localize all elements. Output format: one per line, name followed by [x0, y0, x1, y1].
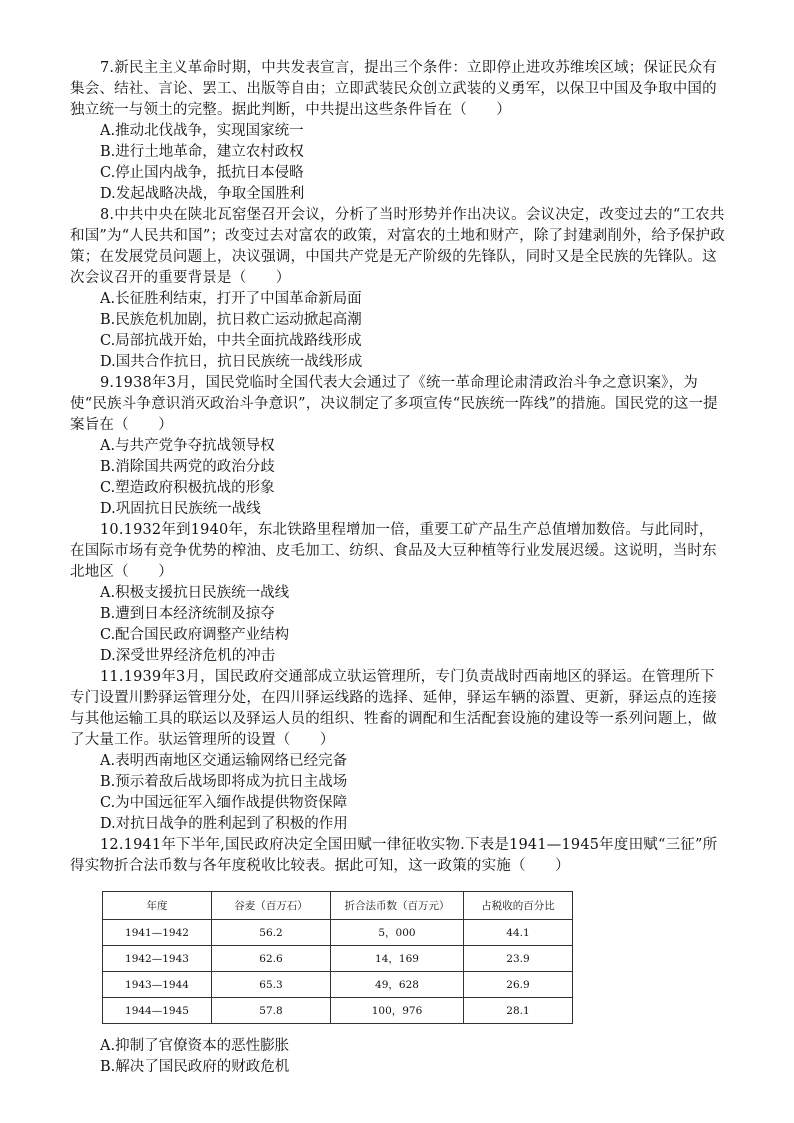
option-b: B.进行土地革命，建立农村政权 — [100, 144, 304, 160]
question-11 — [70, 667, 726, 835]
question-stem: 9.1938年3月，国民党临时全国代表大会通过了《统一革命理论肃清政治斗争之意识案》，为使“民族斗争意识消灭政治斗争意识”，决议制定了多项宣传“民族统一阵线”的措施。国民党的这一提案旨在（ ） — [70, 375, 718, 433]
option-d: D.深受世界经济危机的冲击 — [100, 648, 276, 664]
table-cell: 1942—1943 — [103, 946, 212, 972]
question-9 — [70, 373, 726, 520]
option-d: D.国共合作抗日，抗日民族统一战线形成 — [100, 354, 363, 370]
table-cell: 56.2 — [212, 920, 331, 946]
question-stem: 8.中共中央在陕北瓦窑堡召开会议，分析了当时形势并作出决议。会议决定，改变过去的“工农共和国”为“人民共和国”；改变过去对富农的政策，对富农的土地和财产，除了封建剥削外，给予保护政策；在发展党员问题上，决议强调，中国共产党是无产阶级的先锋队，同时又是全民族的先锋队。这次会议召开的重要背景是（ ） — [70, 207, 725, 286]
option-a: A.抑制了官僚资本的恶性膨胀 — [100, 1038, 290, 1054]
question-stem: 10.1932年到1940年，东北铁路里程增加一倍，重要工矿产品生产总值增加数倍。与此同时，在国际市场有竞争优势的榨油、皮毛加工、纺织、食品及大豆种植等行业发展迟缓。这说明，当时东北地区（ ） — [70, 522, 717, 580]
table-cell: 1941—1942 — [103, 920, 212, 946]
table-cell: 28.1 — [464, 998, 573, 1024]
table-row — [103, 920, 573, 946]
option-c: C.为中国远征军入缅作战提供物资保障 — [100, 795, 348, 811]
table-header-row — [103, 892, 573, 920]
question-8 — [70, 205, 726, 373]
table-row — [103, 998, 573, 1024]
option-c: C.停止国内战争，抵抗日本侵略 — [100, 165, 304, 181]
option-d: D.对抗日战争的胜利起到了积极的作用 — [100, 816, 348, 832]
table-cell: 1943—1944 — [103, 972, 212, 998]
option-b: B.预示着敌后战场即将成为抗日主战场 — [100, 774, 348, 790]
option-a: A.长征胜利结束，打开了中国革命新局面 — [100, 291, 362, 307]
option-b: B.遭到日本经济统制及掠夺 — [100, 606, 275, 622]
table-cell: 5，000 — [331, 920, 464, 946]
table-header-cell: 年度 — [103, 892, 212, 920]
table-header-cell: 折合法币数（百万元） — [331, 892, 464, 920]
option-c: C.塑造政府积极抗战的形象 — [100, 480, 275, 496]
exam-page — [70, 58, 726, 1078]
question-stem: 11.1939年3月，国民政府交通部成立驮运管理所，专门负责战时西南地区的驿运。在管理所下专门设置川黔驿运管理分处，在四川驿运线路的选择、延伸，驿运车辆的添置、更新，驿运点的连接与其他运输工具的联运以及驿运人员的组织、牲畜的调配和生活配套设施的建设等一系列问题上，做了大量工作。驮运管理所的设置（ ） — [70, 669, 717, 748]
table-header-cell: 占税收的百分比 — [464, 892, 573, 920]
option-a: A.积极支援抗日民族统一战线 — [100, 585, 290, 601]
table-row — [103, 946, 573, 972]
option-d: D.巩固抗日民族统一战线 — [100, 501, 261, 517]
option-b: B.民族危机加剧，抗日救亡运动掀起高潮 — [100, 312, 362, 328]
table-cell: 14，169 — [331, 946, 464, 972]
table-cell: 44.1 — [464, 920, 573, 946]
table-cell: 57.8 — [212, 998, 331, 1024]
question-stem: 12.1941年下半年,国民政府决定全国田赋一律征收实物.下表是1941—1945年度田赋“三征”所得实物折合法币数与各年度税收比较表。据此可知，这一政策的实施（ ） — [70, 837, 718, 874]
option-a: A.与共产党争夺抗战领导权 — [100, 438, 275, 454]
option-c: C.配合国民政府调整产业结构 — [100, 627, 290, 643]
table-header-cell: 谷麦（百万石） — [212, 892, 331, 920]
table-cell: 100，976 — [331, 998, 464, 1024]
table-cell: 62.6 — [212, 946, 331, 972]
table-row — [103, 972, 573, 998]
option-a: A.推动北伐战争，实现国家统一 — [100, 123, 304, 139]
option-c: C.局部抗战开始，中共全面抗战路线形成 — [100, 333, 362, 349]
question-7 — [70, 58, 726, 205]
question-12 — [70, 835, 726, 1078]
option-b: B.解决了国民政府的财政危机 — [100, 1059, 290, 1075]
question-10 — [70, 520, 726, 667]
tax-table — [102, 891, 573, 1024]
question-stem: 7.新民主主义革命时期，中共发表宣言，提出三个条件：立即停止进攻苏维埃区域；保证民众有集会、结社、言论、罢工、出版等自由；立即武装民众创立武装的义勇军，以保卫中国及争取中国的独立统一与领土的完整。据此判断，中共提出这些条件旨在（ ） — [70, 60, 717, 118]
table-cell: 49，628 — [331, 972, 464, 998]
table-cell: 65.3 — [212, 972, 331, 998]
table-cell: 26.9 — [464, 972, 573, 998]
table-cell: 1944—1945 — [103, 998, 212, 1024]
option-a: A.表明西南地区交通运输网络已经完备 — [100, 753, 348, 769]
option-b: B.消除国共两党的政治分歧 — [100, 459, 275, 475]
option-d: D.发起战略决战，争取全国胜利 — [100, 186, 305, 202]
table-cell: 23.9 — [464, 946, 573, 972]
